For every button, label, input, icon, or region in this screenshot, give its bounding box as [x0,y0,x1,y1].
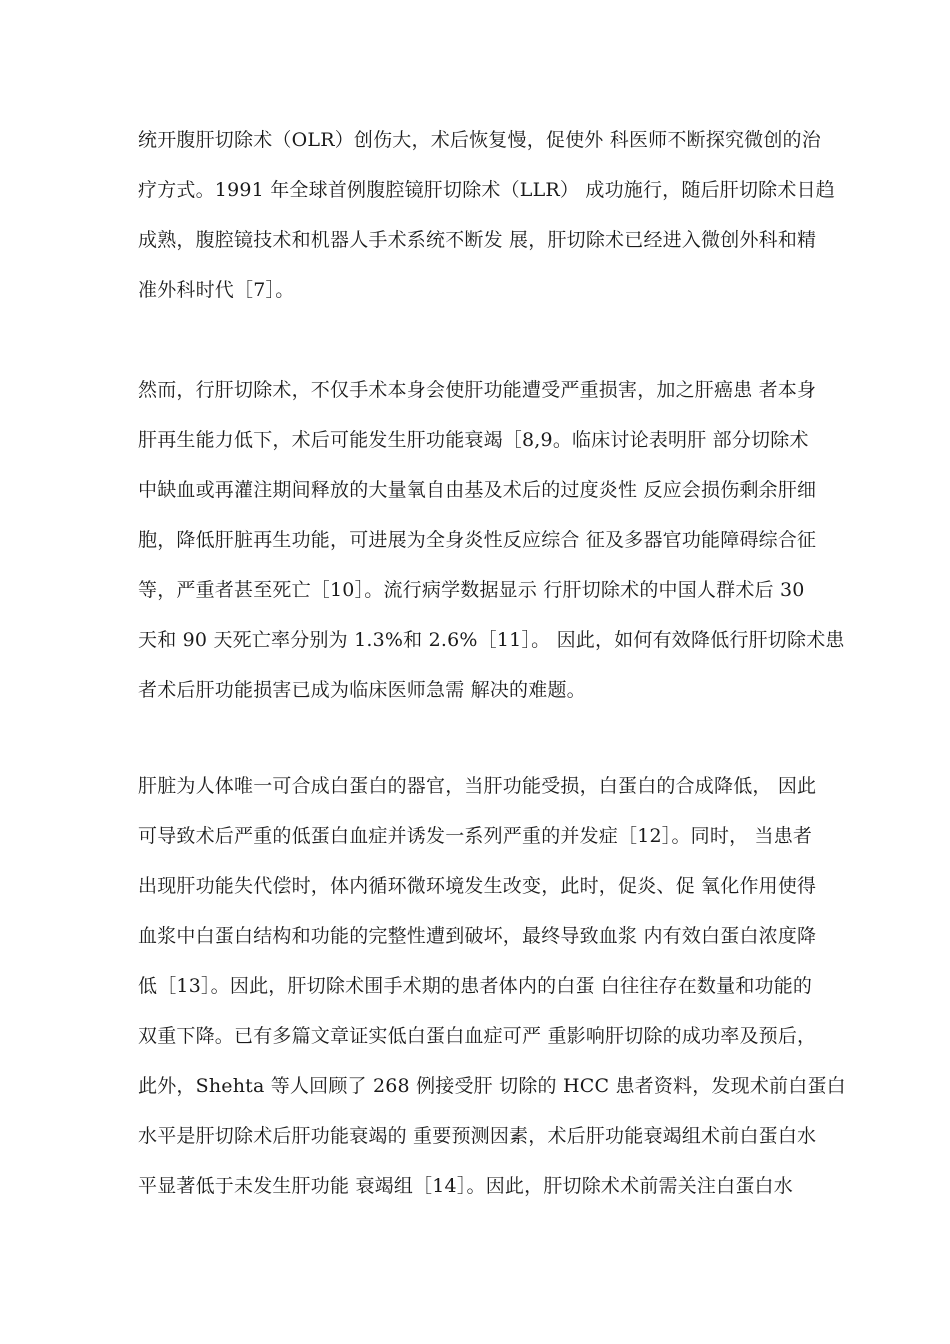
text-line: 统开腹肝切除术（OLR）创伤大，术后恢复慢，促使外 科医师不断探究微创的治 [138,129,821,151]
text-line: 水平是肝切除术后肝功能衰竭的 重要预测因素，术后肝功能衰竭组术前白蛋白水 [138,1125,817,1147]
text-line: 然而，行肝切除术，不仅手术本身会使肝功能遭受严重损害，加之肝癌患 者本身 [138,379,817,401]
text-line: 者术后肝功能损害已成为临床医师急需 解决的难题。 [138,679,586,701]
text-line: 平显著低于未发生肝功能 衰竭组［14］。因此，肝切除术术前需关注白蛋白水 [138,1175,793,1197]
text-line: 此外，Shehta 等人回顾了 268 例接受肝 切除的 HCC 患者资料，发现术前白蛋白 [138,1075,846,1097]
text-line: 天和 90 天死亡率分别为 1.3%和 2.6%［11］。 因此，如何有效降低行肝切除术患 [138,629,845,651]
text-line: 中缺血或再灌注期间释放的大量氧自由基及术后的过度炎性 反应会损伤剩余肝细 [138,479,817,501]
text-line: 双重下降。已有多篇文章证实低白蛋白血症可严 重影响肝切除的成功率及预后， [138,1025,817,1047]
text-line: 出现肝功能失代偿时，体内循环微环境发生改变，此时，促炎、促 氧化作用使得 [138,875,817,897]
text-line: 等，严重者甚至死亡［10］。流行病学数据显示 行肝切除术的中国人群术后 30 [138,579,805,601]
text-line: 低［13］。因此，肝切除术围手术期的患者体内的白蛋 白往往存在数量和功能的 [138,975,813,997]
text-line: 肝再生能力低下，术后可能发生肝功能衰竭［8,9。临床讨论表明肝 部分切除术 [138,429,809,451]
text-line: 肝脏为人体唯一可合成白蛋白的器官，当肝功能受损，白蛋白的合成降低， 因此 [138,775,817,797]
text-line: 疗方式。1991 年全球首例腹腔镜肝切除术（LLR） 成功施行，随后肝切除术日趋 [138,179,835,201]
text-line: 血浆中白蛋白结构和功能的完整性遭到破坏，最终导致血浆 内有效白蛋白浓度降 [138,925,817,947]
text-line: 成熟，腹腔镜技术和机器人手术系统不断发 展，肝切除术已经进入微创外科和精 [138,229,817,251]
text-line: 胞，降低肝脏再生功能，可进展为全身炎性反应综合 征及多器官功能障碍综合征 [138,529,817,551]
text-line: 可导致术后严重的低蛋白血症并诱发一系列严重的并发症［12］。同时， 当患者 [138,825,813,847]
text-line: 准外科时代［7］。 [138,279,295,301]
